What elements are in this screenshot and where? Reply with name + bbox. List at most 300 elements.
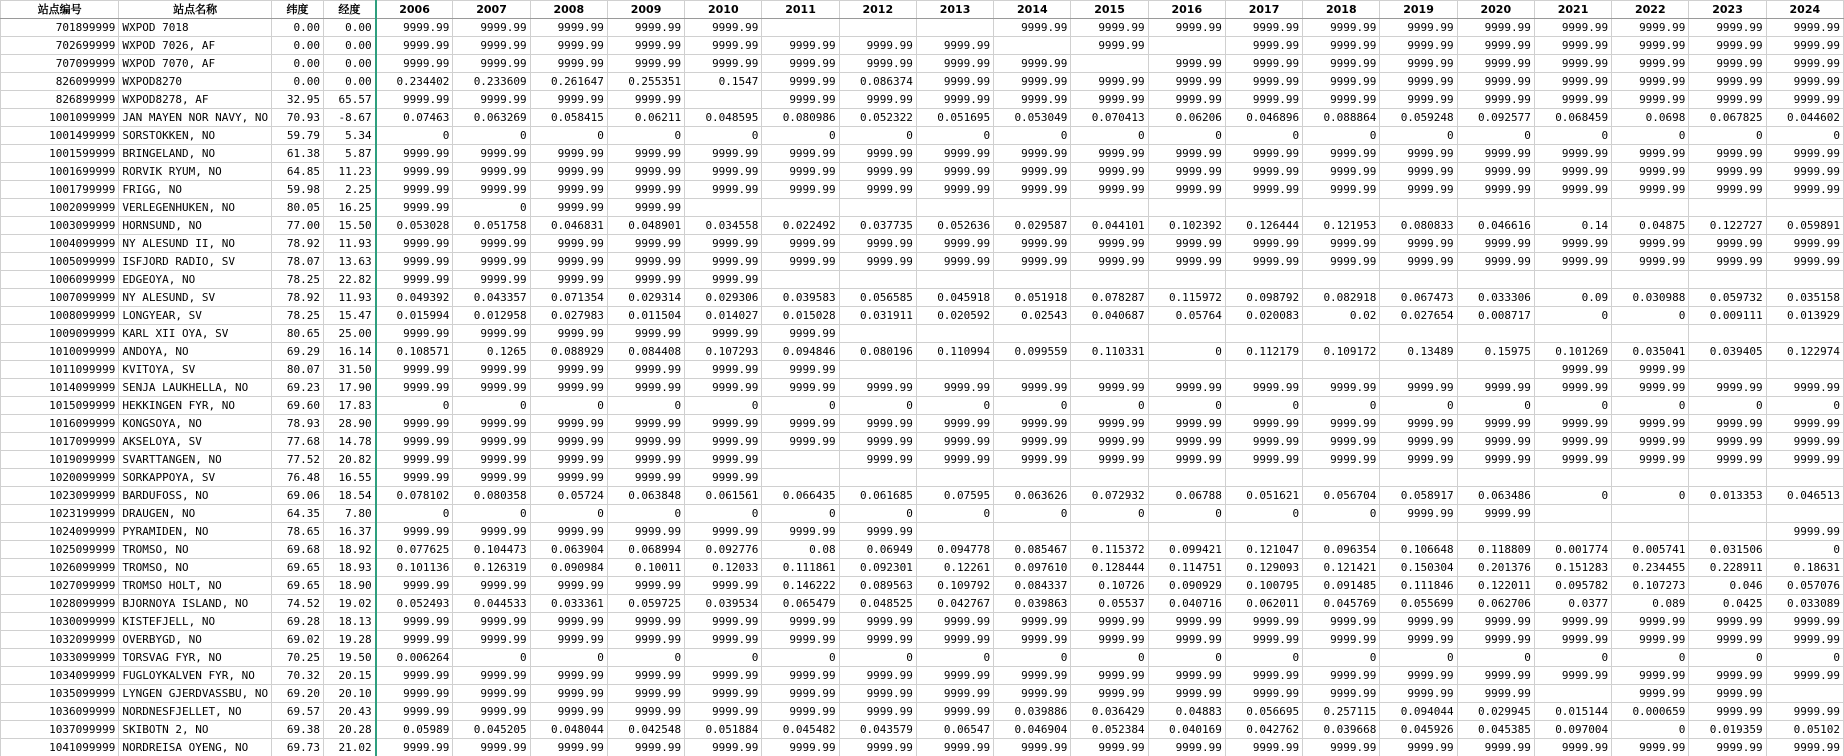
cell-value-2009[interactable]: 0 [607, 397, 684, 415]
cell-station-name[interactable]: WXPOD 7070, AF [119, 55, 271, 73]
cell-value-2024[interactable]: 0.057076 [1766, 577, 1843, 595]
cell-station-id[interactable]: 1017099999 [1, 433, 119, 451]
cell-value-2019[interactable]: 9999.99 [1380, 613, 1457, 631]
cell-value-2010[interactable]: 9999.99 [685, 19, 762, 37]
cell-value-2013[interactable] [916, 325, 993, 343]
cell-value-2021[interactable]: 0 [1534, 397, 1611, 415]
cell-value-2018[interactable]: 9999.99 [1303, 667, 1380, 685]
cell-value-2017[interactable]: 9999.99 [1225, 253, 1302, 271]
cell-value-2022[interactable]: 0.107273 [1612, 577, 1689, 595]
cell-value-2013[interactable]: 9999.99 [916, 163, 993, 181]
cell-value-2013[interactable]: 9999.99 [916, 667, 993, 685]
cell-value-2006[interactable]: 0.077625 [376, 541, 453, 559]
cell-value-2007[interactable]: 9999.99 [453, 685, 530, 703]
cell-value-2021[interactable]: 0.015144 [1534, 703, 1611, 721]
cell-latitude[interactable]: 59.98 [271, 181, 323, 199]
cell-value-2011[interactable]: 0.039583 [762, 289, 839, 307]
cell-value-2015[interactable] [1071, 55, 1148, 73]
cell-value-2006[interactable]: 0 [376, 397, 453, 415]
cell-value-2019[interactable]: 9999.99 [1380, 181, 1457, 199]
cell-value-2009[interactable]: 9999.99 [607, 325, 684, 343]
cell-value-2019[interactable]: 0.067473 [1380, 289, 1457, 307]
column-header-year-2017[interactable]: 2017 [1225, 1, 1302, 19]
cell-value-2012[interactable]: 0.052322 [839, 109, 916, 127]
cell-latitude[interactable]: 78.93 [271, 415, 323, 433]
cell-value-2013[interactable]: 9999.99 [916, 235, 993, 253]
cell-value-2015[interactable] [1071, 325, 1148, 343]
cell-station-name[interactable]: JAN MAYEN NOR NAVY, NO [119, 109, 271, 127]
cell-latitude[interactable]: 59.79 [271, 127, 323, 145]
cell-value-2020[interactable]: 9999.99 [1457, 145, 1534, 163]
cell-value-2017[interactable]: 0 [1225, 397, 1302, 415]
cell-value-2008[interactable]: 9999.99 [530, 469, 607, 487]
cell-value-2023[interactable]: 9999.99 [1689, 73, 1766, 91]
cell-value-2021[interactable]: 0.14 [1534, 217, 1611, 235]
cell-value-2006[interactable]: 0.234402 [376, 73, 453, 91]
cell-value-2007[interactable]: 9999.99 [453, 415, 530, 433]
cell-value-2012[interactable]: 0 [839, 397, 916, 415]
cell-value-2023[interactable]: 0.019359 [1689, 721, 1766, 739]
cell-value-2024[interactable]: 0.18631 [1766, 559, 1843, 577]
cell-value-2009[interactable]: 0.059725 [607, 595, 684, 613]
cell-value-2011[interactable]: 0 [762, 649, 839, 667]
cell-longitude[interactable]: 17.83 [324, 397, 376, 415]
cell-station-id[interactable]: 1011099999 [1, 361, 119, 379]
cell-value-2010[interactable]: 9999.99 [685, 55, 762, 73]
cell-value-2022[interactable]: 9999.99 [1612, 163, 1689, 181]
cell-value-2010[interactable]: 9999.99 [685, 667, 762, 685]
cell-latitude[interactable]: 70.93 [271, 109, 323, 127]
cell-value-2016[interactable]: 9999.99 [1148, 181, 1225, 199]
cell-station-name[interactable]: TORSVAG FYR, NO [119, 649, 271, 667]
cell-latitude[interactable]: 70.25 [271, 649, 323, 667]
cell-longitude[interactable]: 25.00 [324, 325, 376, 343]
cell-value-2007[interactable]: 9999.99 [453, 91, 530, 109]
cell-value-2020[interactable]: 9999.99 [1457, 631, 1534, 649]
cell-value-2008[interactable]: 9999.99 [530, 199, 607, 217]
cell-value-2021[interactable] [1534, 505, 1611, 523]
cell-value-2016[interactable]: 0.06788 [1148, 487, 1225, 505]
cell-value-2021[interactable]: 0 [1534, 487, 1611, 505]
cell-value-2019[interactable]: 0.13489 [1380, 343, 1457, 361]
cell-value-2021[interactable]: 0.095782 [1534, 577, 1611, 595]
cell-value-2021[interactable]: 0 [1534, 649, 1611, 667]
cell-value-2007[interactable]: 9999.99 [453, 703, 530, 721]
cell-value-2013[interactable]: 0.07595 [916, 487, 993, 505]
cell-value-2009[interactable]: 9999.99 [607, 55, 684, 73]
cell-value-2015[interactable] [1071, 199, 1148, 217]
cell-value-2012[interactable]: 9999.99 [839, 415, 916, 433]
cell-value-2009[interactable]: 9999.99 [607, 91, 684, 109]
cell-value-2008[interactable]: 9999.99 [530, 685, 607, 703]
cell-value-2018[interactable]: 0 [1303, 649, 1380, 667]
cell-value-2015[interactable]: 9999.99 [1071, 451, 1148, 469]
cell-value-2007[interactable]: 0.126319 [453, 559, 530, 577]
cell-station-id[interactable]: 1036099999 [1, 703, 119, 721]
cell-value-2024[interactable]: 9999.99 [1766, 163, 1843, 181]
cell-value-2024[interactable]: 0.033089 [1766, 595, 1843, 613]
table-row[interactable] [1, 613, 1844, 631]
cell-value-2008[interactable]: 0.071354 [530, 289, 607, 307]
cell-value-2010[interactable]: 9999.99 [685, 469, 762, 487]
cell-value-2008[interactable]: 9999.99 [530, 379, 607, 397]
cell-value-2013[interactable]: 9999.99 [916, 145, 993, 163]
cell-value-2013[interactable]: 9999.99 [916, 73, 993, 91]
cell-station-name[interactable]: HEKKINGEN FYR, NO [119, 397, 271, 415]
cell-value-2022[interactable]: 9999.99 [1612, 73, 1689, 91]
cell-value-2022[interactable]: 9999.99 [1612, 181, 1689, 199]
cell-station-name[interactable]: TROMSO, NO [119, 559, 271, 577]
cell-value-2020[interactable]: 0.063486 [1457, 487, 1534, 505]
cell-value-2008[interactable]: 9999.99 [530, 19, 607, 37]
cell-value-2014[interactable]: 0.039863 [994, 595, 1071, 613]
cell-value-2016[interactable]: 0.04883 [1148, 703, 1225, 721]
cell-value-2009[interactable]: 9999.99 [607, 631, 684, 649]
cell-longitude[interactable]: 16.55 [324, 469, 376, 487]
cell-value-2011[interactable]: 9999.99 [762, 523, 839, 541]
cell-value-2014[interactable]: 9999.99 [994, 667, 1071, 685]
table-row[interactable] [1, 307, 1844, 325]
cell-station-name[interactable]: PYRAMIDEN, NO [119, 523, 271, 541]
cell-value-2011[interactable]: 0.111861 [762, 559, 839, 577]
cell-value-2015[interactable] [1071, 523, 1148, 541]
cell-value-2020[interactable]: 9999.99 [1457, 379, 1534, 397]
table-row[interactable] [1, 649, 1844, 667]
table-row[interactable] [1, 505, 1844, 523]
cell-value-2006[interactable]: 9999.99 [376, 271, 453, 289]
cell-value-2010[interactable]: 9999.99 [685, 613, 762, 631]
table-row[interactable] [1, 559, 1844, 577]
cell-value-2017[interactable]: 0 [1225, 649, 1302, 667]
cell-value-2019[interactable] [1380, 199, 1457, 217]
cell-latitude[interactable]: 80.07 [271, 361, 323, 379]
cell-value-2021[interactable]: 0.09 [1534, 289, 1611, 307]
cell-value-2008[interactable]: 0.027983 [530, 307, 607, 325]
cell-value-2015[interactable]: 9999.99 [1071, 631, 1148, 649]
cell-value-2015[interactable]: 9999.99 [1071, 685, 1148, 703]
cell-value-2023[interactable] [1689, 199, 1766, 217]
cell-value-2006[interactable]: 0.108571 [376, 343, 453, 361]
cell-value-2024[interactable]: 9999.99 [1766, 55, 1843, 73]
cell-longitude[interactable]: 2.25 [324, 181, 376, 199]
cell-value-2014[interactable]: 9999.99 [994, 181, 1071, 199]
cell-value-2022[interactable]: 0 [1612, 721, 1689, 739]
cell-value-2019[interactable]: 0 [1380, 649, 1457, 667]
cell-value-2022[interactable]: 9999.99 [1612, 55, 1689, 73]
cell-value-2011[interactable]: 9999.99 [762, 181, 839, 199]
cell-latitude[interactable]: 32.95 [271, 91, 323, 109]
cell-value-2019[interactable]: 9999.99 [1380, 739, 1457, 756]
cell-value-2020[interactable]: 9999.99 [1457, 685, 1534, 703]
cell-value-2022[interactable]: 9999.99 [1612, 145, 1689, 163]
cell-value-2016[interactable] [1148, 361, 1225, 379]
cell-value-2017[interactable]: 9999.99 [1225, 91, 1302, 109]
column-header-year-2021[interactable]: 2021 [1534, 1, 1611, 19]
cell-value-2018[interactable]: 0.088864 [1303, 109, 1380, 127]
cell-value-2012[interactable]: 9999.99 [839, 55, 916, 73]
cell-value-2016[interactable]: 0.115972 [1148, 289, 1225, 307]
cell-value-2014[interactable]: 9999.99 [994, 739, 1071, 756]
cell-value-2014[interactable]: 9999.99 [994, 91, 1071, 109]
cell-value-2020[interactable] [1457, 199, 1534, 217]
cell-latitude[interactable]: 69.29 [271, 343, 323, 361]
cell-latitude[interactable]: 69.38 [271, 721, 323, 739]
cell-value-2023[interactable]: 0.122727 [1689, 217, 1766, 235]
cell-station-name[interactable]: RORVIK RYUM, NO [119, 163, 271, 181]
cell-longitude[interactable]: 20.82 [324, 451, 376, 469]
cell-value-2009[interactable]: 0.068994 [607, 541, 684, 559]
cell-longitude[interactable]: 18.54 [324, 487, 376, 505]
cell-value-2008[interactable]: 9999.99 [530, 361, 607, 379]
cell-value-2021[interactable] [1534, 199, 1611, 217]
cell-value-2012[interactable] [839, 271, 916, 289]
cell-value-2015[interactable]: 9999.99 [1071, 739, 1148, 756]
cell-value-2019[interactable]: 9999.99 [1380, 253, 1457, 271]
cell-value-2012[interactable]: 0.031911 [839, 307, 916, 325]
cell-value-2024[interactable]: 9999.99 [1766, 433, 1843, 451]
cell-value-2017[interactable]: 0.062011 [1225, 595, 1302, 613]
cell-value-2006[interactable]: 9999.99 [376, 739, 453, 756]
cell-value-2019[interactable]: 9999.99 [1380, 433, 1457, 451]
cell-value-2008[interactable]: 9999.99 [530, 253, 607, 271]
cell-value-2006[interactable]: 9999.99 [376, 55, 453, 73]
cell-value-2014[interactable]: 0.085467 [994, 541, 1071, 559]
cell-value-2022[interactable]: 9999.99 [1612, 667, 1689, 685]
cell-value-2018[interactable]: 0 [1303, 397, 1380, 415]
cell-value-2011[interactable]: 9999.99 [762, 703, 839, 721]
cell-station-name[interactable]: BARDUFOSS, NO [119, 487, 271, 505]
cell-longitude[interactable]: -8.67 [324, 109, 376, 127]
cell-value-2012[interactable]: 9999.99 [839, 91, 916, 109]
cell-longitude[interactable]: 31.50 [324, 361, 376, 379]
cell-value-2022[interactable]: 9999.99 [1612, 415, 1689, 433]
cell-value-2007[interactable]: 0.233609 [453, 73, 530, 91]
cell-station-name[interactable]: FRIGG, NO [119, 181, 271, 199]
cell-station-id[interactable]: 1007099999 [1, 289, 119, 307]
cell-value-2021[interactable]: 0 [1534, 127, 1611, 145]
cell-value-2013[interactable]: 0 [916, 127, 993, 145]
cell-value-2011[interactable] [762, 451, 839, 469]
cell-longitude[interactable]: 19.02 [324, 595, 376, 613]
table-row[interactable] [1, 181, 1844, 199]
cell-latitude[interactable]: 78.65 [271, 523, 323, 541]
table-row[interactable] [1, 415, 1844, 433]
cell-value-2010[interactable]: 0 [685, 127, 762, 145]
cell-value-2024[interactable]: 9999.99 [1766, 253, 1843, 271]
cell-value-2017[interactable]: 0.100795 [1225, 577, 1302, 595]
cell-value-2011[interactable]: 9999.99 [762, 631, 839, 649]
cell-value-2020[interactable]: 0.092577 [1457, 109, 1534, 127]
cell-value-2019[interactable]: 0.094044 [1380, 703, 1457, 721]
cell-value-2015[interactable]: 0.072932 [1071, 487, 1148, 505]
column-header-year-2014[interactable]: 2014 [994, 1, 1071, 19]
cell-value-2008[interactable]: 9999.99 [530, 235, 607, 253]
cell-value-2024[interactable]: 9999.99 [1766, 631, 1843, 649]
cell-value-2014[interactable]: 9999.99 [994, 19, 1071, 37]
cell-value-2020[interactable]: 9999.99 [1457, 667, 1534, 685]
cell-value-2021[interactable]: 9999.99 [1534, 415, 1611, 433]
table-row[interactable] [1, 217, 1844, 235]
cell-value-2013[interactable]: 9999.99 [916, 37, 993, 55]
cell-value-2019[interactable]: 9999.99 [1380, 55, 1457, 73]
cell-station-id[interactable]: 1005099999 [1, 253, 119, 271]
cell-value-2013[interactable]: 9999.99 [916, 91, 993, 109]
cell-value-2021[interactable] [1534, 685, 1611, 703]
table-row[interactable] [1, 739, 1844, 756]
cell-value-2016[interactable]: 9999.99 [1148, 91, 1225, 109]
cell-value-2015[interactable]: 9999.99 [1071, 181, 1148, 199]
cell-value-2014[interactable]: 9999.99 [994, 73, 1071, 91]
table-row[interactable] [1, 163, 1844, 181]
cell-value-2015[interactable]: 0.115372 [1071, 541, 1148, 559]
cell-value-2019[interactable]: 9999.99 [1380, 415, 1457, 433]
cell-value-2013[interactable]: 9999.99 [916, 415, 993, 433]
cell-value-2015[interactable]: 0.040687 [1071, 307, 1148, 325]
cell-value-2022[interactable]: 9999.99 [1612, 361, 1689, 379]
cell-value-2022[interactable]: 9999.99 [1612, 253, 1689, 271]
cell-latitude[interactable]: 78.25 [271, 271, 323, 289]
table-row[interactable] [1, 487, 1844, 505]
cell-value-2016[interactable]: 9999.99 [1148, 451, 1225, 469]
cell-value-2008[interactable]: 9999.99 [530, 667, 607, 685]
cell-latitude[interactable]: 69.28 [271, 613, 323, 631]
cell-latitude[interactable]: 78.07 [271, 253, 323, 271]
cell-value-2021[interactable]: 9999.99 [1534, 37, 1611, 55]
cell-value-2019[interactable]: 0.045926 [1380, 721, 1457, 739]
cell-station-id[interactable]: 1020099999 [1, 469, 119, 487]
cell-value-2016[interactable]: 0 [1148, 397, 1225, 415]
cell-station-name[interactable]: NY ALESUND, SV [119, 289, 271, 307]
cell-longitude[interactable]: 0.00 [324, 19, 376, 37]
cell-latitude[interactable]: 69.60 [271, 397, 323, 415]
cell-value-2009[interactable]: 9999.99 [607, 271, 684, 289]
cell-value-2017[interactable]: 0.121047 [1225, 541, 1302, 559]
cell-value-2006[interactable]: 9999.99 [376, 361, 453, 379]
cell-value-2023[interactable]: 9999.99 [1689, 631, 1766, 649]
cell-value-2023[interactable]: 9999.99 [1689, 451, 1766, 469]
cell-value-2012[interactable]: 9999.99 [839, 253, 916, 271]
cell-value-2023[interactable]: 9999.99 [1689, 37, 1766, 55]
cell-value-2013[interactable]: 0.110994 [916, 343, 993, 361]
cell-value-2023[interactable] [1689, 469, 1766, 487]
cell-value-2021[interactable]: 9999.99 [1534, 19, 1611, 37]
cell-longitude[interactable]: 16.25 [324, 199, 376, 217]
cell-value-2017[interactable]: 0.042762 [1225, 721, 1302, 739]
cell-value-2016[interactable]: 9999.99 [1148, 379, 1225, 397]
cell-latitude[interactable]: 64.85 [271, 163, 323, 181]
table-row[interactable] [1, 325, 1844, 343]
cell-value-2018[interactable]: 9999.99 [1303, 631, 1380, 649]
cell-value-2018[interactable]: 0.082918 [1303, 289, 1380, 307]
cell-value-2024[interactable]: 9999.99 [1766, 73, 1843, 91]
cell-value-2014[interactable]: 9999.99 [994, 379, 1071, 397]
cell-value-2012[interactable]: 0 [839, 505, 916, 523]
column-header-year-2019[interactable]: 2019 [1380, 1, 1457, 19]
cell-value-2024[interactable]: 0.035158 [1766, 289, 1843, 307]
cell-longitude[interactable]: 28.90 [324, 415, 376, 433]
cell-value-2017[interactable]: 0.126444 [1225, 217, 1302, 235]
cell-value-2010[interactable]: 0 [685, 397, 762, 415]
cell-value-2014[interactable]: 0 [994, 397, 1071, 415]
cell-value-2018[interactable]: 0 [1303, 505, 1380, 523]
cell-value-2018[interactable]: 9999.99 [1303, 37, 1380, 55]
cell-value-2023[interactable]: 0 [1689, 127, 1766, 145]
cell-value-2011[interactable]: 0.015028 [762, 307, 839, 325]
cell-value-2012[interactable]: 9999.99 [839, 37, 916, 55]
cell-value-2009[interactable]: 0.048901 [607, 217, 684, 235]
cell-value-2022[interactable]: 0.035041 [1612, 343, 1689, 361]
cell-value-2009[interactable]: 9999.99 [607, 415, 684, 433]
cell-value-2010[interactable]: 9999.99 [685, 577, 762, 595]
cell-value-2008[interactable]: 9999.99 [530, 613, 607, 631]
cell-value-2006[interactable]: 9999.99 [376, 379, 453, 397]
cell-value-2024[interactable]: 9999.99 [1766, 703, 1843, 721]
cell-station-name[interactable]: SKIBOTN 2, NO [119, 721, 271, 739]
cell-station-id[interactable]: 1026099999 [1, 559, 119, 577]
cell-value-2014[interactable]: 9999.99 [994, 415, 1071, 433]
cell-value-2023[interactable]: 0.009111 [1689, 307, 1766, 325]
cell-value-2014[interactable]: 9999.99 [994, 55, 1071, 73]
cell-value-2011[interactable]: 9999.99 [762, 361, 839, 379]
cell-value-2018[interactable]: 0.091485 [1303, 577, 1380, 595]
cell-value-2019[interactable]: 9999.99 [1380, 235, 1457, 253]
cell-longitude[interactable]: 18.93 [324, 559, 376, 577]
cell-station-id[interactable]: 1001099999 [1, 109, 119, 127]
cell-value-2021[interactable]: 0.0377 [1534, 595, 1611, 613]
cell-value-2022[interactable]: 9999.99 [1612, 451, 1689, 469]
cell-value-2023[interactable]: 9999.99 [1689, 379, 1766, 397]
cell-value-2013[interactable]: 9999.99 [916, 181, 993, 199]
table-row[interactable] [1, 541, 1844, 559]
cell-longitude[interactable]: 13.63 [324, 253, 376, 271]
cell-value-2008[interactable]: 9999.99 [530, 55, 607, 73]
cell-longitude[interactable]: 14.78 [324, 433, 376, 451]
cell-value-2014[interactable] [994, 361, 1071, 379]
cell-value-2024[interactable]: 9999.99 [1766, 379, 1843, 397]
cell-value-2021[interactable]: 9999.99 [1534, 379, 1611, 397]
cell-value-2006[interactable]: 0.052493 [376, 595, 453, 613]
cell-value-2019[interactable] [1380, 469, 1457, 487]
table-row[interactable] [1, 523, 1844, 541]
cell-value-2022[interactable]: 9999.99 [1612, 91, 1689, 109]
cell-value-2018[interactable]: 0.045769 [1303, 595, 1380, 613]
cell-value-2020[interactable]: 0.029945 [1457, 703, 1534, 721]
cell-value-2020[interactable]: 9999.99 [1457, 91, 1534, 109]
cell-value-2009[interactable]: 9999.99 [607, 145, 684, 163]
cell-value-2024[interactable] [1766, 325, 1843, 343]
cell-station-id[interactable]: 1003099999 [1, 217, 119, 235]
cell-value-2006[interactable]: 9999.99 [376, 253, 453, 271]
cell-value-2022[interactable] [1612, 469, 1689, 487]
cell-latitude[interactable]: 69.02 [271, 631, 323, 649]
cell-value-2013[interactable]: 0.12261 [916, 559, 993, 577]
cell-value-2009[interactable]: 9999.99 [607, 163, 684, 181]
cell-value-2007[interactable]: 9999.99 [453, 181, 530, 199]
cell-value-2018[interactable] [1303, 469, 1380, 487]
cell-station-id[interactable]: 826899999 [1, 91, 119, 109]
cell-value-2022[interactable]: 0.089 [1612, 595, 1689, 613]
cell-value-2010[interactable]: 0.107293 [685, 343, 762, 361]
table-row[interactable] [1, 433, 1844, 451]
cell-station-id[interactable]: 1037099999 [1, 721, 119, 739]
cell-value-2013[interactable]: 9999.99 [916, 55, 993, 73]
cell-value-2023[interactable]: 0.0425 [1689, 595, 1766, 613]
cell-value-2015[interactable]: 0.10726 [1071, 577, 1148, 595]
cell-value-2007[interactable]: 0.043357 [453, 289, 530, 307]
cell-value-2006[interactable]: 0 [376, 505, 453, 523]
cell-value-2016[interactable]: 0 [1148, 127, 1225, 145]
cell-value-2023[interactable]: 0 [1689, 649, 1766, 667]
